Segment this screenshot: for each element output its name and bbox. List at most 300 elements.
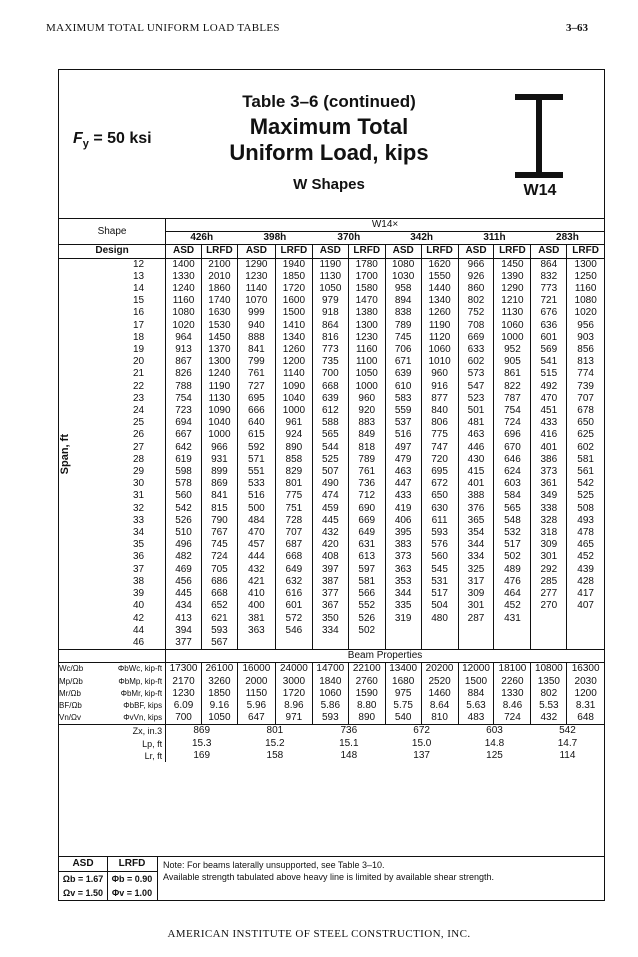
load-value: 328 <box>531 515 567 527</box>
load-value: 841 <box>201 490 237 502</box>
table-row <box>59 344 604 356</box>
span-value: 23 <box>132 392 145 404</box>
load-value: 592 <box>237 442 275 454</box>
load-value: 724 <box>494 417 531 429</box>
span-value: 27 <box>132 441 145 453</box>
load-value: 1060 <box>421 344 458 356</box>
span-value: 31 <box>132 490 145 502</box>
load-value: 434 <box>166 600 202 612</box>
span-value: 32 <box>132 502 145 514</box>
span-value: 15 <box>132 295 145 307</box>
load-value: 581 <box>348 576 385 588</box>
load-value: 470 <box>531 393 567 405</box>
property-value: 16300 <box>567 663 604 676</box>
load-value: 344 <box>385 588 421 600</box>
span-value: 37 <box>132 563 145 575</box>
property-row <box>59 712 604 725</box>
property-row <box>59 676 604 688</box>
load-value: 1060 <box>494 320 531 332</box>
load-value: 724 <box>201 551 237 563</box>
table-frame <box>58 69 605 901</box>
load-value: 708 <box>458 320 494 332</box>
load-value: 1620 <box>421 258 458 271</box>
asd-factor-1: Ωb = 1.67 <box>62 874 104 884</box>
property-lrfd-label: ΦbMr, kip-ft <box>120 688 163 698</box>
lrfd-header: LRFD <box>348 245 385 258</box>
table-row <box>59 576 604 588</box>
load-value <box>531 625 567 637</box>
load-value: 610 <box>385 381 421 393</box>
load-value: 619 <box>166 454 202 466</box>
load-value: 388 <box>458 490 494 502</box>
asd-factors <box>59 857 108 901</box>
load-value: 1190 <box>201 381 237 393</box>
span-value: 35 <box>132 539 145 551</box>
load-value: 815 <box>201 503 237 515</box>
load-value: 565 <box>494 503 531 515</box>
property-lrfd-label: ΦbMp, kip-ft <box>118 676 163 686</box>
load-value: 569 <box>531 344 567 356</box>
load-value: 1000 <box>201 429 237 441</box>
load-value: 687 <box>275 539 312 551</box>
load-value: 493 <box>567 515 604 527</box>
load-value: 545 <box>421 564 458 576</box>
property-value: 603 <box>458 725 531 738</box>
table-row <box>59 332 604 344</box>
span-value: 20 <box>132 356 145 368</box>
load-value: 365 <box>458 515 494 527</box>
notes-area <box>59 856 604 901</box>
property-value: 13400 <box>385 663 421 676</box>
lrfd-factors <box>107 857 158 901</box>
load-value: 916 <box>421 381 458 393</box>
load-value: 905 <box>494 356 531 368</box>
load-value: 373 <box>531 466 567 478</box>
property-value: 1150 <box>237 688 275 700</box>
load-value: 317 <box>458 576 494 588</box>
load-value: 572 <box>275 613 312 625</box>
property-asd-label: Wc/Ωb <box>59 663 83 676</box>
lrfd-header: LRFD <box>494 245 531 258</box>
load-value: 869 <box>201 478 237 490</box>
load-value: 920 <box>348 405 385 417</box>
load-value: 1630 <box>201 307 237 319</box>
load-value: 754 <box>494 405 531 417</box>
beam-properties-row <box>59 650 604 663</box>
load-value: 672 <box>421 478 458 490</box>
load-value: 456 <box>166 576 202 588</box>
span-value: 14 <box>132 283 145 295</box>
property-value: 5.75 <box>385 700 421 712</box>
load-value: 508 <box>567 503 604 515</box>
load-value: 883 <box>348 417 385 429</box>
property-value: 801 <box>237 725 312 738</box>
property-value: 22100 <box>348 663 385 676</box>
load-value: 789 <box>348 454 385 466</box>
note-line-2: Available strength tabulated above heavy line is limited by available shear strength. <box>163 872 495 882</box>
span-value: 44 <box>132 624 145 636</box>
load-value: 1780 <box>348 258 385 271</box>
load-value: 751 <box>275 503 312 515</box>
property-value: 540 <box>385 712 421 725</box>
property-row <box>59 700 604 712</box>
span-label: Span, ft <box>59 433 71 475</box>
load-value: 517 <box>494 539 531 551</box>
property-lrfd-label: ΦvVn, kips <box>123 713 163 723</box>
load-value: 318 <box>531 527 567 539</box>
load-value: 841 <box>237 344 275 356</box>
property-value: 15.0 <box>411 737 432 749</box>
fy-symbol: F <box>73 130 83 147</box>
property-value: 802 <box>531 688 567 700</box>
load-value: 1050 <box>348 368 385 380</box>
property-value: 3260 <box>201 676 237 688</box>
load-value: 526 <box>166 515 202 527</box>
property-value: 1590 <box>348 688 385 700</box>
load-value: 1160 <box>348 344 385 356</box>
property-value: 26100 <box>201 663 237 676</box>
load-value: 373 <box>385 551 421 563</box>
load-value: 1530 <box>201 320 237 332</box>
table-row <box>59 466 604 478</box>
span-value: 17 <box>132 319 145 331</box>
load-value: 789 <box>385 320 421 332</box>
load-value: 410 <box>237 588 275 600</box>
load-value: 736 <box>348 478 385 490</box>
load-value: 433 <box>531 417 567 429</box>
load-value: 510 <box>166 527 202 539</box>
load-value: 790 <box>201 515 237 527</box>
load-value: 285 <box>531 576 567 588</box>
load-value: 1050 <box>312 283 348 295</box>
load-value: 1040 <box>275 393 312 405</box>
load-value <box>567 637 604 650</box>
load-value: 560 <box>421 551 458 563</box>
yield-strength-label <box>73 130 152 150</box>
property-value: 648 <box>567 712 604 725</box>
load-value: 1340 <box>275 332 312 344</box>
load-value: 669 <box>458 332 494 344</box>
table-row <box>59 588 604 600</box>
load-value: 470 <box>237 527 275 539</box>
property-row <box>59 725 604 738</box>
load-value: 428 <box>567 576 604 588</box>
property-lrfd-label: ΦbWc, kip-ft <box>83 663 166 676</box>
load-value: 1390 <box>494 271 531 283</box>
property-value: 2170 <box>166 676 202 688</box>
load-value: 966 <box>201 442 237 454</box>
i-beam-icon <box>509 90 569 182</box>
table-row <box>59 551 604 563</box>
load-value: 525 <box>567 490 604 502</box>
load-value: 966 <box>458 258 494 271</box>
property-asd-label: Mr/Ωb <box>59 688 81 698</box>
load-value: 601 <box>531 332 567 344</box>
load-value: 650 <box>421 490 458 502</box>
property-value: 483 <box>458 712 494 725</box>
load-value: 727 <box>237 381 275 393</box>
load-value: 712 <box>348 490 385 502</box>
table-row <box>59 258 604 271</box>
load-value: 531 <box>421 576 458 588</box>
table-row <box>59 417 604 429</box>
property-label: Lr, ft <box>144 750 163 761</box>
table-row <box>59 515 604 527</box>
load-value: 787 <box>494 393 531 405</box>
load-value: 363 <box>385 564 421 576</box>
load-value: 707 <box>275 527 312 539</box>
load-value: 806 <box>421 417 458 429</box>
table-row <box>59 271 604 283</box>
title-line-3: Uniform Load, kips <box>229 140 429 165</box>
running-header: MAXIMUM TOTAL UNIFORM LOAD TABLES <box>46 22 280 34</box>
load-value: 1080 <box>567 295 604 307</box>
load-value: 700 <box>312 368 348 380</box>
table-title <box>189 114 469 166</box>
load-value: 542 <box>567 478 604 490</box>
asd-factor-2: Ωv = 1.50 <box>63 888 103 898</box>
load-value: 1290 <box>494 283 531 295</box>
load-value <box>275 637 312 650</box>
load-value: 1080 <box>166 307 202 319</box>
property-value: 1200 <box>567 688 604 700</box>
page-footer: AMERICAN INSTITUTE OF STEEL CONSTRUCTION, INC. <box>167 928 471 940</box>
property-value: 647 <box>237 712 275 725</box>
property-value: 1350 <box>531 676 567 688</box>
load-value: 1290 <box>237 258 275 271</box>
property-value: 869 <box>166 725 238 738</box>
load-value: 671 <box>385 356 421 368</box>
load-value: 888 <box>237 332 275 344</box>
property-value: 158 <box>266 749 284 761</box>
load-value: 720 <box>421 454 458 466</box>
load-value: 864 <box>531 258 567 271</box>
load-value: 958 <box>385 283 421 295</box>
load-value: 1210 <box>494 295 531 307</box>
load-value: 631 <box>348 539 385 551</box>
load-value: 849 <box>348 429 385 441</box>
table-row <box>59 564 604 576</box>
property-value: 14700 <box>312 663 348 676</box>
load-value: 752 <box>458 307 494 319</box>
load-value: 669 <box>348 515 385 527</box>
load-value: 588 <box>312 417 348 429</box>
property-label: Lp, ft <box>142 738 163 749</box>
load-value: 858 <box>275 454 312 466</box>
load-value: 447 <box>385 478 421 490</box>
load-value: 421 <box>237 576 275 588</box>
load-value: 482 <box>166 551 202 563</box>
load-value: 1160 <box>166 295 202 307</box>
asd-header: ASD <box>458 245 494 258</box>
load-value: 639 <box>385 368 421 380</box>
load-value: 832 <box>531 271 567 283</box>
load-value: 1190 <box>421 320 458 332</box>
property-value: 736 <box>312 725 385 738</box>
load-table <box>59 218 604 762</box>
property-value: 1230 <box>166 688 202 700</box>
property-value: 5.63 <box>458 700 494 712</box>
load-value: 338 <box>531 503 567 515</box>
load-value: 1450 <box>201 332 237 344</box>
load-value: 546 <box>275 625 312 637</box>
property-value: 17300 <box>166 663 202 676</box>
load-value: 395 <box>385 527 421 539</box>
load-value: 561 <box>567 466 604 478</box>
load-value: 451 <box>531 405 567 417</box>
load-value: 686 <box>201 576 237 588</box>
load-value: 612 <box>312 405 348 417</box>
load-value: 1190 <box>312 258 348 271</box>
asd-header: ASD <box>385 245 421 258</box>
load-value: 301 <box>458 600 494 612</box>
load-value: 559 <box>385 405 421 417</box>
load-value: 552 <box>348 600 385 612</box>
load-value: 492 <box>531 381 567 393</box>
property-value: 6.09 <box>166 700 202 712</box>
load-value: 652 <box>201 600 237 612</box>
property-value: 8.80 <box>348 700 385 712</box>
load-value: 788 <box>166 381 202 393</box>
load-value: 890 <box>275 442 312 454</box>
load-value: 723 <box>166 405 202 417</box>
property-value: 1680 <box>385 676 421 688</box>
property-value: 1050 <box>201 712 237 725</box>
note-text <box>163 859 494 883</box>
span-value: 12 <box>132 258 145 270</box>
load-value: 695 <box>421 466 458 478</box>
span-value: 25 <box>132 417 145 429</box>
load-value <box>385 625 421 637</box>
load-value: 728 <box>275 515 312 527</box>
load-value: 822 <box>494 381 531 393</box>
property-value: 1500 <box>458 676 494 688</box>
load-value: 813 <box>567 356 604 368</box>
property-value: 18100 <box>494 663 531 676</box>
load-value: 625 <box>567 429 604 441</box>
load-value: 666 <box>237 405 275 417</box>
weight-header: 398h <box>237 232 312 245</box>
load-value: 415 <box>458 466 494 478</box>
load-value: 353 <box>385 576 421 588</box>
load-value: 903 <box>567 332 604 344</box>
load-value: 598 <box>166 466 202 478</box>
load-value: 668 <box>275 551 312 563</box>
load-value <box>567 613 604 625</box>
load-value: 400 <box>237 600 275 612</box>
load-value: 979 <box>312 295 348 307</box>
load-value: 377 <box>166 637 202 650</box>
load-value: 931 <box>201 454 237 466</box>
load-value: 497 <box>385 442 421 454</box>
load-value: 401 <box>531 442 567 454</box>
property-value: 10800 <box>531 663 567 676</box>
fy-value: = 50 ksi <box>88 130 152 147</box>
load-value: 1090 <box>201 405 237 417</box>
load-value: 1130 <box>312 271 348 283</box>
load-value: 457 <box>237 539 275 551</box>
span-value: 38 <box>132 575 145 587</box>
load-value: 650 <box>567 417 604 429</box>
header-row-design <box>59 245 604 258</box>
span-value: 39 <box>132 588 145 600</box>
load-value: 363 <box>237 625 275 637</box>
load-value: 1120 <box>421 332 458 344</box>
table-row <box>59 356 604 368</box>
property-value: 3000 <box>275 676 312 688</box>
weight-header: 426h <box>166 232 238 245</box>
load-value: 1140 <box>237 283 275 295</box>
load-value: 1200 <box>275 356 312 368</box>
weight-header: 342h <box>385 232 458 245</box>
title-line-2: Maximum Total <box>249 114 409 139</box>
property-value: 14.8 <box>484 737 505 749</box>
load-value: 567 <box>201 637 237 650</box>
property-row <box>59 663 604 676</box>
load-value: 1040 <box>201 417 237 429</box>
table-number: Table 3–6 (continued) <box>242 92 416 111</box>
load-value: 301 <box>531 551 567 563</box>
property-value: 2760 <box>348 676 385 688</box>
load-value: 707 <box>567 393 604 405</box>
load-value: 826 <box>166 368 202 380</box>
load-value: 583 <box>385 393 421 405</box>
load-value: 416 <box>531 429 567 441</box>
property-value: 2030 <box>567 676 604 688</box>
load-value: 1720 <box>275 283 312 295</box>
load-value: 444 <box>237 551 275 563</box>
table-row <box>59 429 604 441</box>
property-value: 16000 <box>237 663 275 676</box>
load-value: 761 <box>237 368 275 380</box>
load-value: 1010 <box>421 356 458 368</box>
property-value: 432 <box>531 712 567 725</box>
load-value: 1130 <box>494 307 531 319</box>
lrfd-factor-1: Φb = 0.90 <box>111 874 153 884</box>
load-value: 2010 <box>201 271 237 283</box>
load-value: 479 <box>385 454 421 466</box>
property-row <box>59 738 604 750</box>
weight-header: 370h <box>312 232 385 245</box>
span-value: 30 <box>132 478 145 490</box>
load-value: 1130 <box>201 393 237 405</box>
table-row <box>59 320 604 332</box>
load-value: 999 <box>237 307 275 319</box>
load-value: 532 <box>494 527 531 539</box>
load-value: 829 <box>275 466 312 478</box>
load-value: 926 <box>458 271 494 283</box>
property-value: 1850 <box>201 688 237 700</box>
span-value: 22 <box>132 380 145 392</box>
load-value: 350 <box>312 613 348 625</box>
load-value: 417 <box>567 588 604 600</box>
group-label: W14× <box>166 219 604 232</box>
property-value: 12000 <box>458 663 494 676</box>
load-value: 856 <box>567 344 604 356</box>
fy-subscript: y <box>82 138 89 151</box>
load-value: 624 <box>494 466 531 478</box>
load-value: 593 <box>201 625 237 637</box>
property-value: 24000 <box>275 663 312 676</box>
load-value: 597 <box>348 564 385 576</box>
load-value: 560 <box>166 490 202 502</box>
load-value: 270 <box>531 600 567 612</box>
property-asd-label: Vn/Ωv <box>59 713 81 723</box>
property-value: 169 <box>166 750 238 762</box>
table-row <box>59 478 604 490</box>
load-value: 773 <box>312 344 348 356</box>
property-value: 15.2 <box>265 737 285 749</box>
